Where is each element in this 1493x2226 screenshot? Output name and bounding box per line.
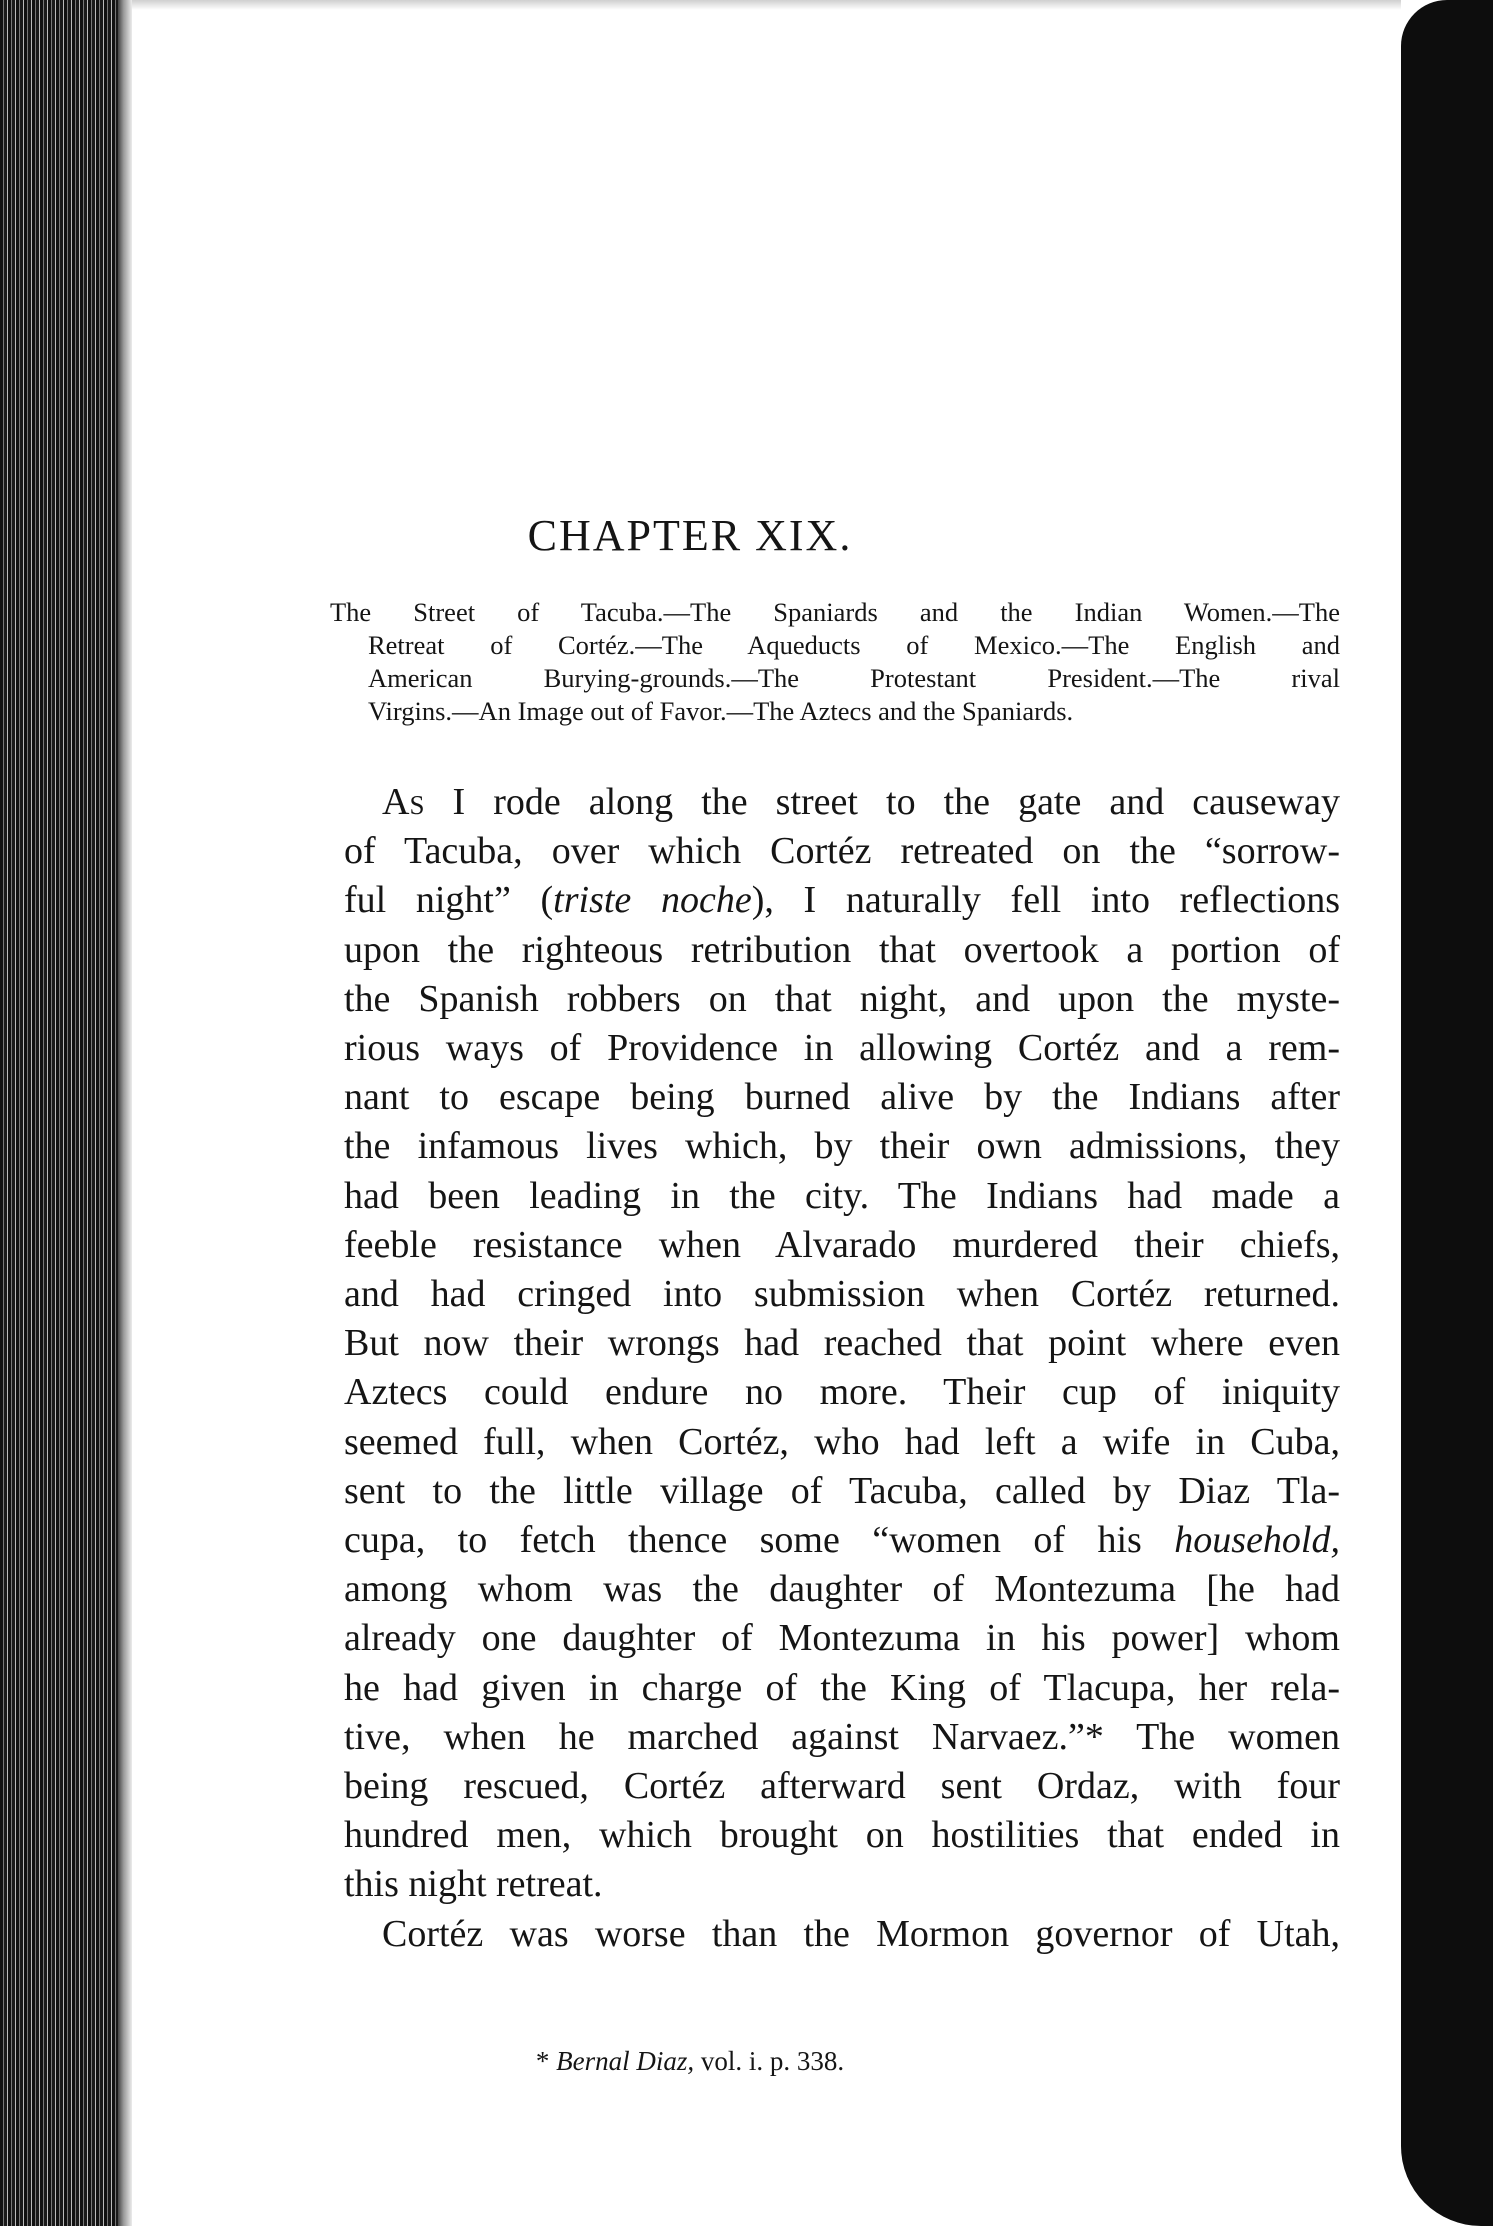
- body-line: cupa, to fetch thence some “women of his household,: [344, 1519, 1340, 1562]
- body-line: hundred men, which brought on hostilities that ended in: [344, 1814, 1340, 1857]
- first-word: As: [382, 781, 425, 823]
- body-line: of Tacuba, over which Cortéz retreated on the “sorrow-: [344, 830, 1340, 873]
- body-line: Aztecs could endure no more. Their cup of iniquity: [344, 1371, 1340, 1414]
- body-line: and had cringed into submission when Cortéz returned.: [344, 1273, 1340, 1316]
- synopsis-line: American Burying-grounds.—The Protestant President.—The rival: [368, 663, 1340, 693]
- book-binding: [0, 0, 118, 2226]
- body-line-first: [344, 778, 1340, 827]
- footnote: [330, 2046, 1050, 2077]
- body-line: I rode along the street to the gate and causeway: [424, 781, 1340, 823]
- body-line: ful night” (triste noche), I naturally fell into reflections: [344, 879, 1340, 922]
- body-line: sent to the little village of Tacuba, called by Diaz Tla-: [344, 1469, 1340, 1512]
- body-line: Cortéz was worse than the Mormon governor of Utah,: [382, 1912, 1340, 1955]
- synopsis-line: The Street of Tacuba.—The Spaniards and the Indian Women.—The: [330, 597, 1340, 627]
- body-line: feeble resistance when Alvarado murdered their chiefs,: [344, 1223, 1340, 1266]
- body-line: seemed full, when Cortéz, who had left a wife in Cuba,: [344, 1420, 1340, 1463]
- footnote-reference: vol. i. p. 338.: [700, 2046, 845, 2076]
- body-line: already one daughter of Montezuma in his power] whom: [344, 1617, 1340, 1660]
- chapter-title: CHAPTER XIX.: [527, 511, 853, 560]
- body-line: among whom was the daughter of Montezuma [he had: [344, 1568, 1340, 1611]
- body-line: rious ways of Providence in allowing Cortéz and a rem-: [344, 1027, 1340, 1070]
- synopsis-line: Virgins.—An Image out of Favor.—The Aztecs and the Spaniards.: [368, 696, 1074, 726]
- italic-phrase: triste noche: [553, 879, 752, 922]
- page-right-margin: [1401, 0, 1493, 2226]
- body-line: tive, when he marched against Narvaez.”* The women: [344, 1715, 1340, 1758]
- chapter-synopsis: [330, 596, 1340, 728]
- body-line: had been leading in the city. The Indians had made a: [344, 1174, 1340, 1217]
- page-top-edge: [132, 0, 1401, 10]
- body-line: this night retreat.: [344, 1863, 603, 1906]
- footnote-marker: *: [535, 2046, 550, 2076]
- body-line: the Spanish robbers on that night, and upon the myste-: [344, 977, 1340, 1020]
- body-line: nant to escape being burned alive by the Indians after: [344, 1076, 1340, 1119]
- binding-shadow: [118, 0, 132, 2226]
- body-line: But now their wrongs had reached that point where even: [344, 1322, 1340, 1365]
- synopsis-line: Retreat of Cortéz.—The Aqueducts of Mexico.—The English and: [368, 630, 1340, 660]
- body-line: the infamous lives which, by their own admissions, they: [344, 1125, 1340, 1168]
- body-line: he had given in charge of the King of Tlacupa, her rela-: [344, 1666, 1340, 1709]
- body-line: being rescued, Cortéz afterward sent Ordaz, with four: [344, 1765, 1340, 1808]
- body-line: upon the righteous retribution that overtook a portion of: [344, 928, 1340, 971]
- body-paragraphs: [344, 778, 1340, 1959]
- italic-phrase: household,: [1174, 1519, 1340, 1562]
- footnote-source: Bernal Diaz,: [556, 2046, 695, 2076]
